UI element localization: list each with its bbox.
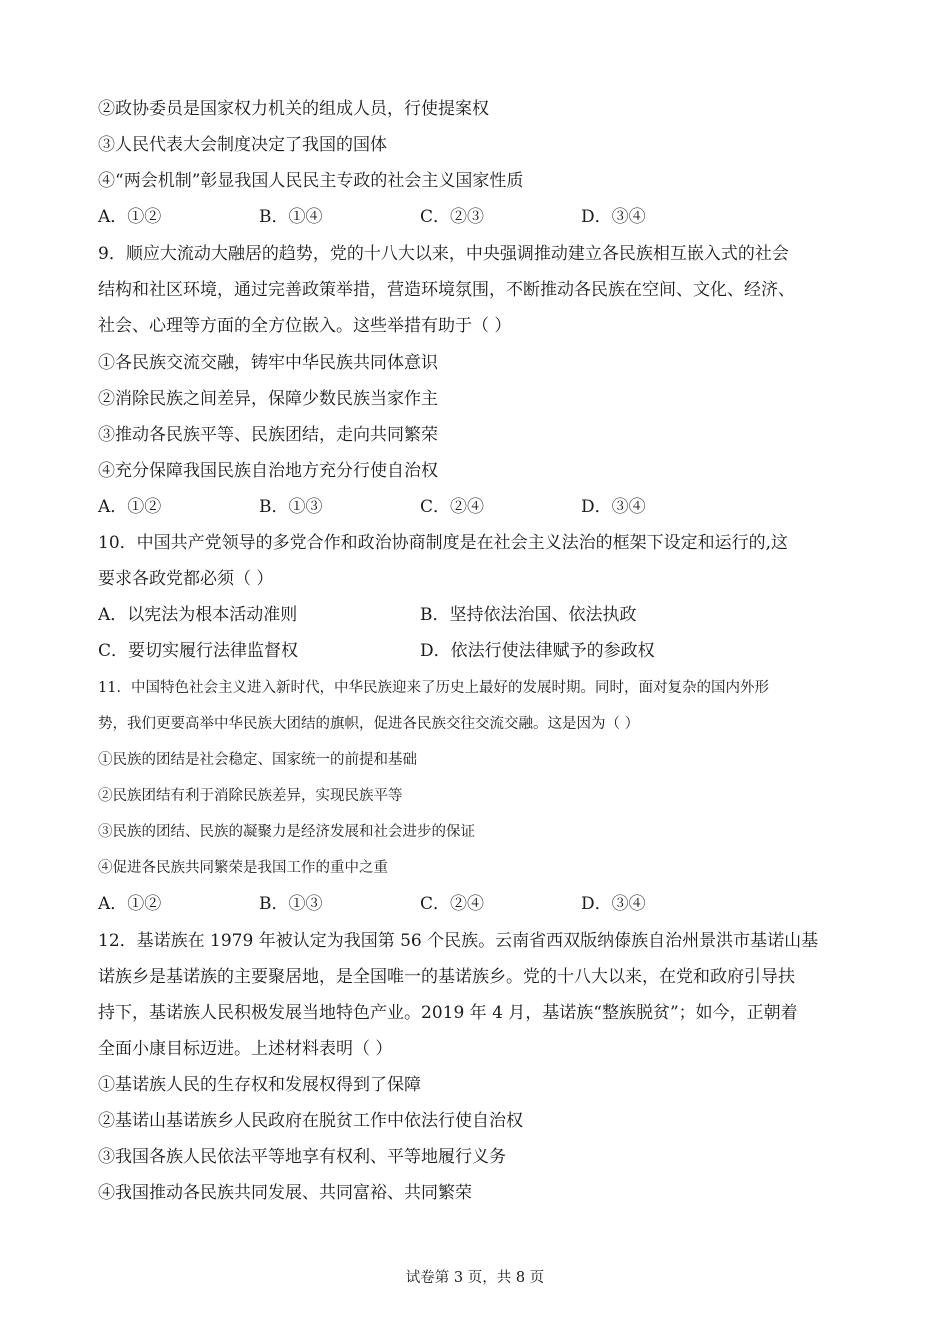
q8-option-d[interactable]: D．③④ [581, 207, 646, 227]
q10-option-b[interactable]: B．坚持依法治国、依法执政 [420, 605, 637, 625]
q8-statement-2: ②政协委员是国家权力机关的组成人员，行使提案权 [98, 99, 489, 119]
q12-stem-line-2: 诺族乡是基诺族的主要聚居地，是全国唯一的基诺族乡。党的十八大以来，在党和政府引导扶 [98, 967, 795, 987]
q12-statement-3: ③我国各族人民依法平等地享有权利、平等地履行义务 [98, 1147, 506, 1167]
q9-option-d[interactable]: D．③④ [581, 497, 646, 517]
q11-option-b[interactable]: B．①③ [259, 894, 323, 914]
q8-option-c[interactable]: C．②③ [420, 207, 485, 227]
q11-statement-2: ②民族团结有利于消除民族差异，实现民族平等 [98, 788, 403, 804]
q9-statement-4: ④充分保障我国民族自治地方充分行使自治权 [98, 461, 438, 481]
q10-option-a[interactable]: A．以宪法为根本活动准则 [98, 605, 298, 625]
q11-stem-line-2: 势，我们更要高举中华民族大团结的旗帜，促进各民族交往交流交融。这是因为（ ） [98, 716, 640, 732]
q9-statement-3: ③推动各民族平等、民族团结，走向共同繁荣 [98, 425, 438, 445]
q9-statement-1: ①各民族交流交融，铸牢中华民族共同体意识 [98, 353, 438, 373]
q8-statement-3: ③人民代表大会制度决定了我国的国体 [98, 135, 387, 155]
q11-stem-line-1: 11．中国特色社会主义进入新时代，中华民族迎来了历史上最好的发展时期。同时，面对复杂的国内外形 [98, 680, 769, 696]
q11-option-d[interactable]: D．③④ [581, 894, 646, 914]
q9-statement-2: ②消除民族之间差异，保障少数民族当家作主 [98, 389, 438, 409]
q10-option-d[interactable]: D．依法行使法律赋予的参政权 [420, 641, 655, 661]
q12-stem-line-3: 持下，基诺族人民积极发展当地特色产业。2019 年 4 月，基诺族“整族脱贫”；如今，正朝着 [98, 1003, 798, 1023]
q9-stem-line-3: 社会、心理等方面的全方位嵌入。这些举措有助于（ ） [98, 316, 512, 336]
q8-option-b[interactable]: B．①④ [259, 207, 323, 227]
q9-stem-line-2: 结构和社区环境，通过完善政策举措，营造环境氛围，不断推动各民族在空间、文化、经济、 [98, 280, 795, 300]
q8-options [98, 206, 878, 228]
q11-statement-1: ①民族的团结是社会稳定、国家统一的前提和基础 [98, 752, 417, 768]
q10-option-c[interactable]: C．要切实履行法律监督权 [98, 641, 299, 661]
q12-stem-line-1: 12．基诺族在 1979 年被认定为我国第 56 个民族。云南省西双版纳傣族自治州景洪市基诺山基 [98, 931, 819, 951]
q12-statement-4: ④我国推动各民族共同发展、共同富裕、共同繁荣 [98, 1183, 472, 1203]
q11-statement-4: ④促进各民族共同繁荣是我国工作的重中之重 [98, 860, 388, 876]
q11-statement-3: ③民族的团结、民族的凝聚力是经济发展和社会进步的保证 [98, 824, 475, 840]
q9-options [98, 496, 878, 518]
q9-option-a[interactable]: A．①② [98, 497, 162, 517]
q8-option-a[interactable]: A．①② [98, 207, 162, 227]
q10-options-row-1 [98, 604, 878, 626]
q12-stem-line-4: 全面小康目标迈进。上述材料表明（ ） [98, 1039, 393, 1059]
page-footer: 试卷第 3 页，共 8 页 [405, 1270, 545, 1286]
q11-option-a[interactable]: A．①② [98, 894, 162, 914]
q9-stem-line-1: 9．顺应大流动大融居的趋势，党的十八大以来，中央强调推动建立各民族相互嵌入式的社会 [98, 244, 789, 264]
q10-stem-line-1: 10．中国共产党领导的多党合作和政治协商制度是在社会主义法治的框架下设定和运行的,这 [98, 533, 789, 553]
q8-statement-4: ④“两会机制”彰显我国人民民主专政的社会主义国家性质 [98, 171, 524, 191]
q11-options [98, 893, 878, 915]
q10-options-row-2 [98, 640, 878, 662]
q12-statement-1: ①基诺族人民的生存权和发展权得到了保障 [98, 1075, 421, 1095]
q12-statement-2: ②基诺山基诺族乡人民政府在脱贫工作中依法行使自治权 [98, 1111, 523, 1131]
q9-option-b[interactable]: B．①③ [259, 497, 323, 517]
q10-stem-line-2: 要求各政党都必须（ ） [98, 569, 274, 589]
q11-option-c[interactable]: C．②④ [420, 894, 485, 914]
q9-option-c[interactable]: C．②④ [420, 497, 485, 517]
